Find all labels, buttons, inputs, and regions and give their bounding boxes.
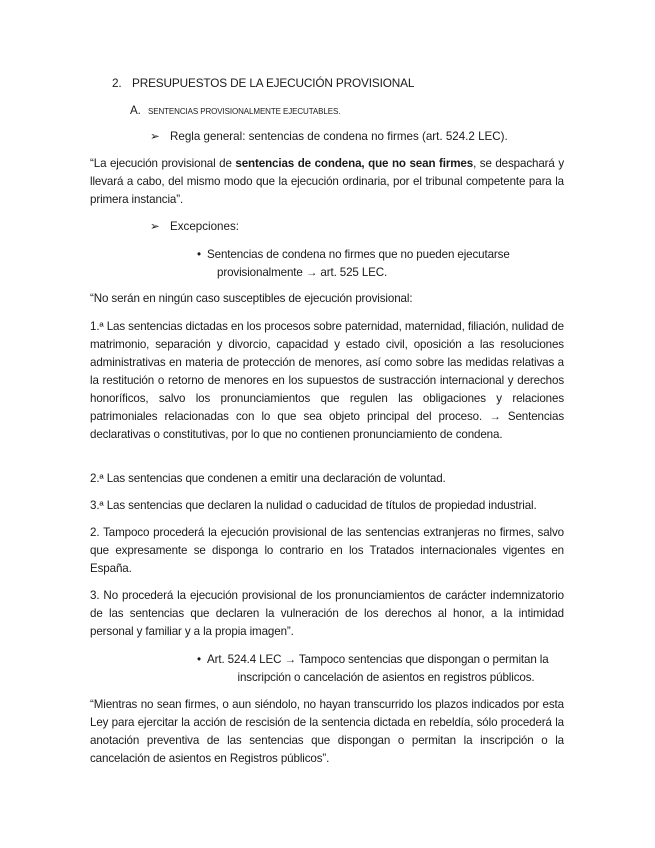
paragraph-item-4: 2. Tampoco procederá la ejecución provisional de las sentencias extranjeras no firmes, salvo que expresamente se disponga lo contrario en los Tratados internacionales vigentes en España. — [90, 526, 564, 575]
bullet-1-line-2: provisionalmente → art. 525 LEC. — [217, 266, 388, 279]
bullet-2-line-2: inscripción o cancelación de asientos en registros públicos. — [237, 671, 535, 684]
paragraph-item-3: 3.ª Las sentencias que declaren la nulidad o caducidad de títulos de propiedad industrial. — [90, 499, 537, 512]
general-rule-text: Regla general: sentencias de condena no firmes (art. 524.2 LEC). — [170, 130, 508, 143]
paragraph-item-6: “Mientras no sean firmes, o aun siéndolo, no hayan transcurrido los plazos indicados por esta Ley para ejercitar la acción de rescisión de la sentencia dictada en rebeldía, sólo procederá la anotación preventiva de las sentencias que dispongan o permitan la inscripción o la cancelación de asientos en Registros públicos”. — [90, 698, 564, 765]
quote-1-post: , se despachará y llevará a cabo, del mismo modo que la ejecución ordinaria, por el tribunal competente para la primera instancia”. — [90, 157, 565, 206]
general-rule-line — [150, 128, 508, 146]
bullet-1-line-1: Sentencias de condena no firmes que no pueden ejecutarse — [207, 248, 510, 261]
bullet-dot-icon: • — [197, 248, 201, 261]
paragraph-item-5: 3. No procederá la ejecución provisional de los pronunciamientos de carácter indemnizatorio de las sentencias que declaren la vulneración de los derechos al honor, a la intimidad personal y familiar y a la propia imagen”. — [90, 589, 564, 638]
paragraph-item-2: 2.ª Las sentencias que condenen a emitir una declaración de voluntad. — [90, 472, 446, 485]
exceptions-line — [150, 218, 239, 236]
bullet-item-2 — [197, 651, 565, 687]
quote-1-pre: “La ejecución provisional de — [90, 157, 236, 170]
paragraph-item-1: 1.ª Las sentencias dictadas en los procesos sobre paternidad, maternidad, filiación, nulidad de matrimonio, separación y divorcio, capacidad y estado civil, oposición a las resoluciones administrativas en materia de protección de menores, así como sobre las medidas relativas a la restitución o retorno de menores en los supuestos de sustracción internacional y derechos honoríficos, salvo los pronunciamientos que regulen las obligaciones y relaciones patrimoniales relacionadas con lo que sea objeto principal del proceso. → Sentencias declarativas o constitutivas, por lo que no contienen pronunciamiento de condena. — [90, 320, 564, 441]
bullet-2-line-1: Art. 524.4 LEC → Tampoco sentencias que dispongan o permitan la — [207, 653, 549, 666]
subsection-title: SENTENCIAS PROVISIONALMENTE EJECUTABLES. — [148, 107, 341, 116]
paragraph-intro: “No serán en ningún caso susceptibles de ejecución provisional: — [90, 292, 413, 305]
section-number: 2. — [112, 76, 122, 90]
subsection-heading — [130, 102, 340, 121]
bullet-item-1 — [197, 246, 565, 282]
quote-1-bold: sentencias de condena, que no sean firmes — [235, 157, 474, 170]
bullet-dot-icon: • — [197, 653, 201, 666]
quote-paragraph-1 — [90, 155, 564, 209]
arrow-bullet-icon: ➢ — [150, 130, 160, 143]
section-title: PRESUPUESTOS DE LA EJECUCIÓN PROVISIONAL — [132, 76, 415, 90]
arrow-bullet-icon: ➢ — [150, 220, 160, 233]
subsection-letter: A. — [130, 104, 141, 117]
exceptions-label: Excepciones: — [170, 220, 239, 233]
section-heading — [112, 74, 414, 92]
